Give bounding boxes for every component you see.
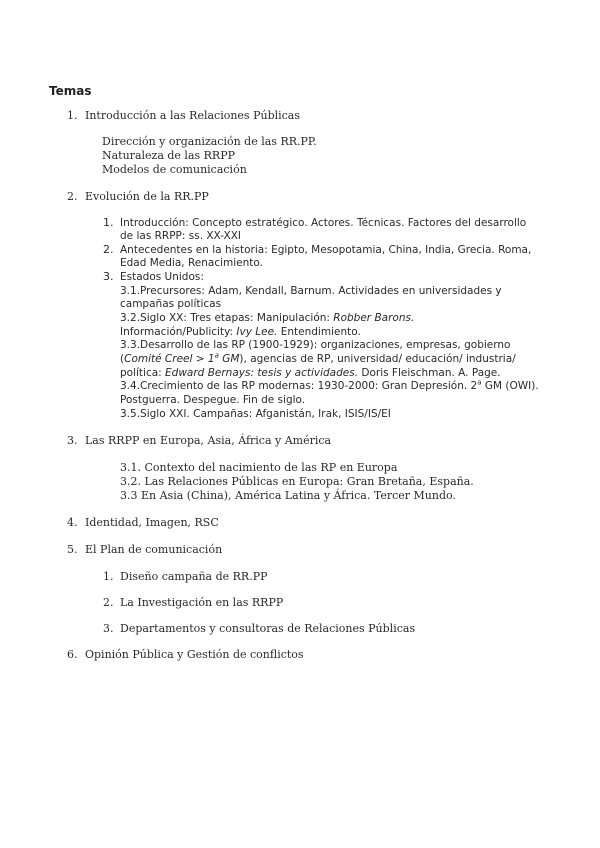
- topic-title: Evolución de la RR.PP: [85, 190, 209, 203]
- detail-line: 3.4.Crecimiento de las RP modernas: 1930-2000: Gran Depresión. 2$^a$ GM (OWI).: [120, 378, 539, 392]
- topic-title: Introducción a las Relaciones Públicas: [85, 109, 301, 122]
- detail-line: Postguerra. Despegue. Fin de siglo.: [120, 394, 306, 406]
- detail-line: 3.3.Desarrollo de las RP (1900-1929): organizaciones, empresas, gobierno: [120, 339, 511, 351]
- subitem-line: Diseño campaña de RR.PP: [120, 570, 268, 583]
- topic-number: 2.: [67, 190, 78, 203]
- subitem-number: 3.: [103, 622, 114, 635]
- topic-title: El Plan de comunicación: [85, 543, 223, 556]
- topic-line: 3.3 En Asia (China), América Latina y África. Tercer Mundo.: [120, 489, 456, 502]
- detail-line: campañas políticas: [120, 298, 222, 310]
- topic-number: 5.: [67, 543, 78, 556]
- subitem-number: 3.: [103, 270, 114, 283]
- subitem-number: 2.: [103, 596, 114, 609]
- subitem-line: Antecedentes en la historia: Egipto, Mesopotamia, China, India, Grecia. Roma,: [120, 244, 532, 256]
- subitem-line: Introducción: Concepto estratégico. Actores. Técnicas. Factores del desarrollo: [120, 217, 527, 229]
- topic-line: Dirección y organización de las RR.PP.: [102, 135, 317, 148]
- subitem-line: La Investigación en las RRPP: [120, 596, 284, 609]
- topic-line: 3.1. Contexto del nacimiento de las RP en Europa: [120, 461, 398, 474]
- topic-number: 1.: [67, 109, 78, 122]
- topic-number: 3.: [67, 434, 78, 447]
- topic-line: Modelos de comunicación: [102, 163, 247, 176]
- detail-line: 3.1.Precursores: Adam, Kendall, Barnum. Actividades en universidades y: [120, 285, 502, 297]
- subitem-line: Estados Unidos:: [120, 271, 204, 283]
- detail-line: 3.2.Siglo XX: Tres etapas: Manipulación: Robber Barons.: [120, 312, 415, 324]
- subitem-number: 1.: [103, 216, 114, 229]
- subitem-line: de las RRPP: ss. XX-XXI: [120, 230, 241, 242]
- subitem-number: 2.: [103, 243, 114, 256]
- detail-line: 3.5.Siglo XXI. Campañas: Afganistán, Irak, ISIS/IS/EI: [120, 408, 391, 420]
- topic-line: 3.2. Las Relaciones Públicas en Europa: Gran Bretaña, España.: [120, 475, 474, 488]
- subitem-line: Edad Media, Renacimiento.: [120, 257, 263, 269]
- topic-number: 4.: [67, 516, 78, 529]
- detail-line: Información/Publicity: Ivy Lee. Entendimiento.: [120, 326, 361, 338]
- detail-line: (Comité Creel > $1^a$ GM), agencias de RP, universidad/ educación/ industria/: [120, 351, 516, 365]
- topic-title: Las RRPP en Europa, Asia, África y América: [85, 434, 332, 447]
- subitem-line: Departamentos y consultoras de Relaciones Públicas: [120, 622, 416, 635]
- topic-title: Identidad, Imagen, RSC: [85, 516, 219, 529]
- topic-number: 6.: [67, 648, 78, 661]
- subitem-number: 1.: [103, 570, 114, 583]
- detail-line: política: Edward Bernays: tesis y actividades. Doris Fleischman. A. Page.: [120, 367, 501, 379]
- heading: Temas: [49, 84, 92, 98]
- topic-line: Naturaleza de las RRPP: [102, 149, 236, 162]
- topic-title: Opinión Pública y Gestión de conflictos: [85, 648, 304, 661]
